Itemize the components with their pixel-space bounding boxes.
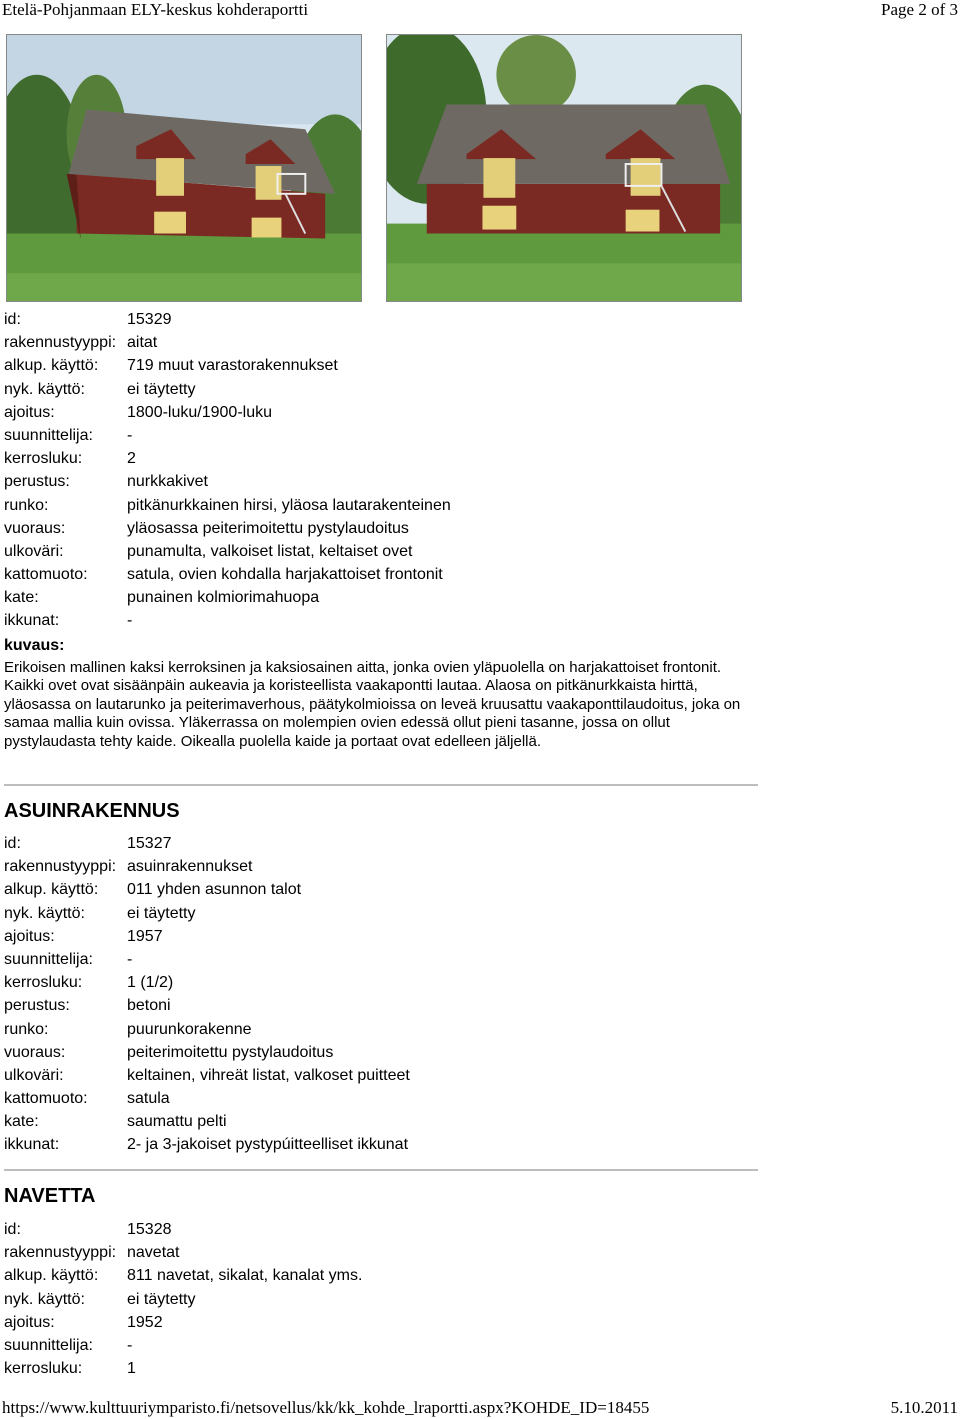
field-value: 811 navetat, sikalat, kanalat yms. [127, 1267, 363, 1285]
kuvaus-text: Erikoisen mallinen kaksi kerroksinen ja kaksiosainen aitta, jonka ovien yläpuolella on harjakattoiset frontonit. Kaikki ovet ovat sisäänpäin aukeavia ja koristeellista vaakapontti lautaa. Alaosa on pitkänurkkaista hirttä, yläosassa on lautarunko ja peiterimaverhous, päätykolmioissa on leveä kruusattu vaakaponttilaudoitus, joka on samaa mallia kuin ovissa. Yläkerrassa on molempien ovien edessä ollut pieni tasanne, jossa on ollut pystylaudasta tehty kaide. Oikealla puolella kaide ja portaat ovat edelleen jäljellä. [4, 659, 741, 750]
field-value: - [127, 612, 133, 630]
field-label: suunnittelija: [4, 950, 93, 968]
field-label: vuoraus: [4, 519, 66, 537]
field-value: 15327 [127, 835, 172, 852]
field-value: ei täytetty [127, 380, 196, 398]
field-value: aitat [127, 334, 158, 352]
field-label: runko: [4, 1020, 49, 1038]
field-label: ajoitus: [4, 927, 55, 945]
field-label: id: [4, 311, 21, 328]
field-value: 1 [127, 1360, 136, 1378]
print-footer [0, 1397, 960, 1419]
footer-url: https://www.kulttuuriymparisto.fi/netsovellus/kk/kk_kohde_lraportti.aspx?KOHDE_ID=18455 [2, 1398, 650, 1417]
field-value: - [127, 426, 133, 444]
aitta-photo-right [386, 34, 742, 302]
field-label: ajoitus: [4, 1313, 55, 1331]
field-label: kattomuoto: [4, 566, 88, 584]
field-value: 719 muut varastorakennukset [127, 357, 338, 375]
aitta-photo-right-image [387, 35, 741, 301]
field-label: kate: [4, 589, 39, 607]
field-value: puurunkorakenne [127, 1020, 252, 1038]
field-value: 1 (1/2) [127, 974, 174, 992]
section-heading-asuinrakennus: ASUINRAKENNUS [4, 800, 180, 822]
section-divider [4, 1169, 758, 1171]
field-label: ikkunat: [4, 612, 60, 630]
field-label: ikkunat: [4, 1136, 60, 1154]
field-label: ulkoväri: [4, 1066, 64, 1084]
field-label: id: [4, 835, 21, 852]
field-label: alkup. käyttö: [4, 881, 99, 899]
field-value: nurkkakivet [127, 473, 208, 491]
field-value: ei täytetty [127, 1290, 196, 1308]
field-value: - [127, 1336, 133, 1354]
field-value: satula, ovien kohdalla harjakattoiset frontonit [127, 566, 443, 584]
field-label: kattomuoto: [4, 1090, 88, 1108]
field-label: nyk. käyttö: [4, 380, 85, 398]
section-divider [4, 784, 758, 786]
field-label: alkup. käyttö: [4, 1267, 99, 1285]
field-label: rakennustyyppi: [4, 1244, 117, 1262]
aitta-photo-left [6, 34, 362, 302]
field-label: rakennustyyppi: [4, 858, 117, 876]
field-value: - [127, 950, 133, 968]
print-header [0, 0, 960, 20]
footer-date: 5.10.2011 [890, 1398, 958, 1417]
field-label: id: [4, 1221, 21, 1238]
field-label: suunnittelija: [4, 1336, 93, 1354]
field-value: punamulta, valkoiset listat, keltaiset ovet [127, 542, 413, 560]
report-title: Etelä-Pohjanmaan ELY-keskus kohderaportti [2, 0, 309, 19]
field-label: rakennustyyppi: [4, 334, 117, 352]
field-value: 011 yhden asunnon talot [127, 881, 302, 899]
field-value: 1957 [127, 927, 163, 945]
field-value: 1800-luku/1900-luku [127, 403, 272, 421]
field-value: satula [127, 1090, 170, 1108]
field-label: runko: [4, 496, 49, 514]
field-label: perustus: [4, 473, 70, 491]
field-label: kerrosluku: [4, 450, 83, 468]
section-heading-navetta: NAVETTA [4, 1185, 96, 1207]
field-label: perustus: [4, 997, 70, 1015]
field-label: kate: [4, 1113, 39, 1131]
aitta-photo-left-image [7, 35, 361, 301]
field-label: kerrosluku: [4, 974, 83, 992]
field-value: 15329 [127, 311, 172, 328]
field-value: 2- ja 3-jakoiset pystypúitteelliset ikkunat [127, 1136, 409, 1154]
field-label: nyk. käyttö: [4, 1290, 85, 1308]
field-value: asuinrakennukset [127, 858, 253, 876]
field-value: keltainen, vihreät listat, valkoset puitteet [127, 1066, 410, 1084]
field-label: nyk. käyttö: [4, 904, 85, 922]
field-label: alkup. käyttö: [4, 357, 99, 375]
field-label: vuoraus: [4, 1043, 66, 1061]
kuvaus-label: kuvaus: [4, 637, 65, 654]
field-value: navetat [127, 1244, 180, 1262]
field-label: ajoitus: [4, 403, 55, 421]
field-value: 15328 [127, 1221, 172, 1238]
page-number: Page 2 of 3 [881, 0, 958, 19]
field-value: 2 [127, 450, 136, 468]
field-value: ei täytetty [127, 904, 196, 922]
field-value: betoni [127, 997, 171, 1015]
field-value: 1952 [127, 1313, 163, 1331]
field-label: suunnittelija: [4, 426, 93, 444]
field-value: punainen kolmiorimahuopa [127, 589, 320, 607]
field-value: yläosassa peiterimoitettu pystylaudoitus [127, 519, 409, 537]
field-value: saumattu pelti [127, 1113, 227, 1131]
field-value: pitkänurkkainen hirsi, yläosa lautarakenteinen [127, 496, 451, 514]
field-label: kerrosluku: [4, 1360, 83, 1378]
field-label: ulkoväri: [4, 542, 64, 560]
field-value: peiterimoitettu pystylaudoitus [127, 1043, 334, 1061]
